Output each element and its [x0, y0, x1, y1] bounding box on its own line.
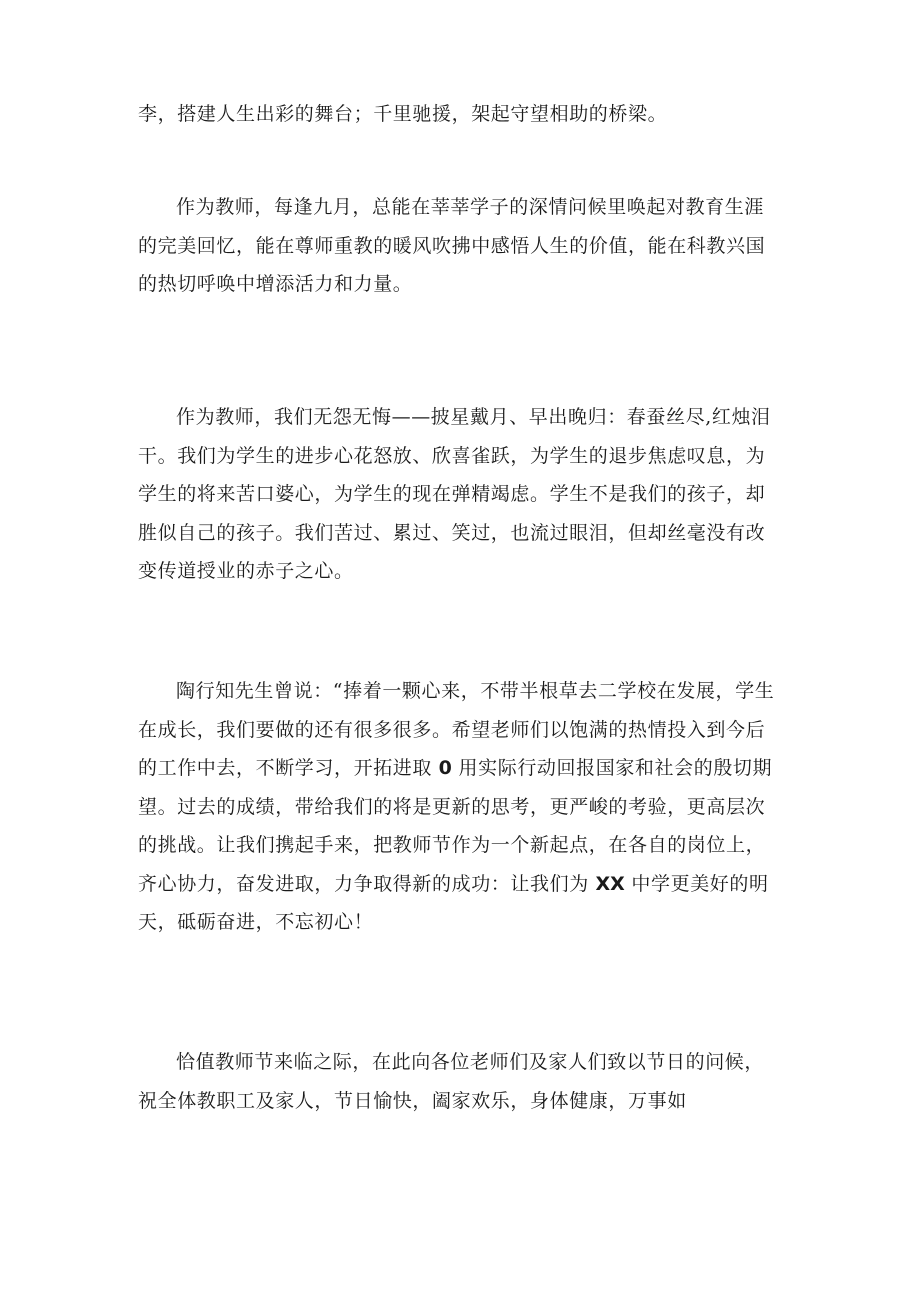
text-line: [138, 865, 788, 904]
text-line: 的热切呼唤中增添活力和力量。: [138, 273, 413, 295]
text-line: 变传道授业的赤子之心。: [138, 560, 354, 582]
text-line: 学生的将来苦口婆心，为学生的现在弹精竭虑。学生不是我们的孩子，却: [138, 483, 766, 505]
text-line: 胜似自己的孩子。我们苦过、累过、笑过，也流过眼泪，但却丝毫没有改: [138, 521, 766, 544]
paragraph-3: [138, 398, 788, 591]
text-line: [138, 749, 788, 788]
paragraph-5: [138, 1043, 788, 1120]
bold-number: 0: [438, 757, 452, 779]
paragraph-2: [138, 188, 788, 304]
text-segment: 中学更美好的明: [631, 872, 769, 895]
text-line: 作为教师，每逢九月，总能在莘莘学子的深情问候里唤起对教育生涯: [176, 196, 765, 218]
text-segment: 齐心协力，奋发进取，力争取得新的成功：让我们为: [138, 872, 589, 895]
text-line: 的挑战。让我们携起手来，把教师节作为一个新起点，在各自的岗位上，: [138, 834, 766, 856]
text-line: 陶行知先生曾说：“捧着一颗心来，不带半根草去二学校在发展，学生: [176, 680, 775, 702]
text-segment: 用实际行动回报国家和社会的殷切期: [458, 757, 773, 779]
text-line: 在成长，我们要做的还有很多很多。希望老师们以饱满的热情投入到今后: [138, 718, 766, 741]
bold-school-name: XX: [595, 872, 625, 895]
text-line: 作为教师，我们无怨无悔——披星戴月、早出晚归：春蚕丝尽,红烛泪: [176, 406, 771, 428]
text-line: 天，砥砺奋进，不忘初心！: [138, 911, 374, 933]
text-line: 恰值教师节来临之际，在此向各位老师们及家人们致以节日的问候，: [176, 1051, 765, 1073]
text-line: 的完美回忆，能在尊师重教的暖风吹拂中感悟人生的价值，能在科教兴国: [138, 234, 766, 257]
paragraph-4: [138, 672, 788, 942]
text-line: 望。过去的成绩，带给我们的将是更新的思考，更严峻的考验，更高层次: [138, 795, 766, 818]
text-segment: 的工作中去，不断学习，开拓进取: [138, 757, 433, 779]
paragraph-1: [138, 95, 788, 134]
text-line: 干。我们为学生的进步心花怒放、欣喜雀跃，为学生的退步焦虑叹息，为: [138, 444, 766, 467]
text-line: 祝全体教职工及家人，节日愉快，阖家欢乐，身体健康，万事如: [138, 1089, 687, 1112]
text-line: 李，搭建人生出彩的舞台；千里驰援，架起守望相助的桥梁。: [138, 103, 668, 125]
